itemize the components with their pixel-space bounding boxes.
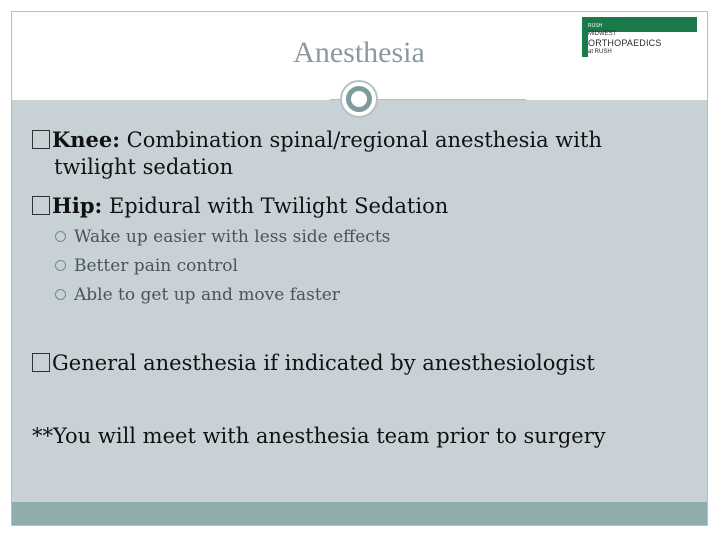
bullet-hip [32,192,448,220]
logo-line-2: MIDWEST [588,31,617,37]
bullet-knee-label: Knee: [52,127,120,152]
sub-bullet [55,281,340,310]
square-bullet-icon [32,353,50,372]
sub-bullet-text: Wake up easier with less side effects [74,227,391,247]
logo-line-4: at RUSH [588,49,612,55]
bottom-bar [12,502,707,525]
logo-text [588,22,662,56]
ring-bullet-icon [55,260,66,271]
bullet-hip-text: Epidural with Twilight Sedation [102,194,449,218]
square-bullet-icon [32,196,50,215]
surgery-note: **You will meet with anesthesia team prior to surgery [32,424,606,448]
bullet-knee [32,126,602,181]
bullet-general-text: General anesthesia if indicated by anesthesiologist [52,351,595,375]
circle-ornament-icon [340,80,378,118]
sub-bullet-text: Able to get up and move faster [74,285,340,305]
sub-bullet [55,223,390,252]
ring-bullet-icon [55,231,66,242]
square-bullet-icon [32,130,50,149]
bullet-knee-text: Combination spinal/regional anesthesia with [120,128,602,152]
slide-title: Anesthesia [293,36,425,69]
ring-bullet-icon [55,289,66,300]
bullet-knee-continuation: twilight sedation [54,155,234,179]
logo-line-1: RUSH [588,23,603,29]
sub-bullet [55,252,238,281]
logo-line-3: ORTHOPAEDICS [588,38,662,48]
midwest-orthopaedics-logo [582,17,697,57]
bullet-hip-label: Hip: [52,193,103,218]
sub-bullet-text: Better pain control [74,256,238,276]
bullet-general [32,350,595,377]
